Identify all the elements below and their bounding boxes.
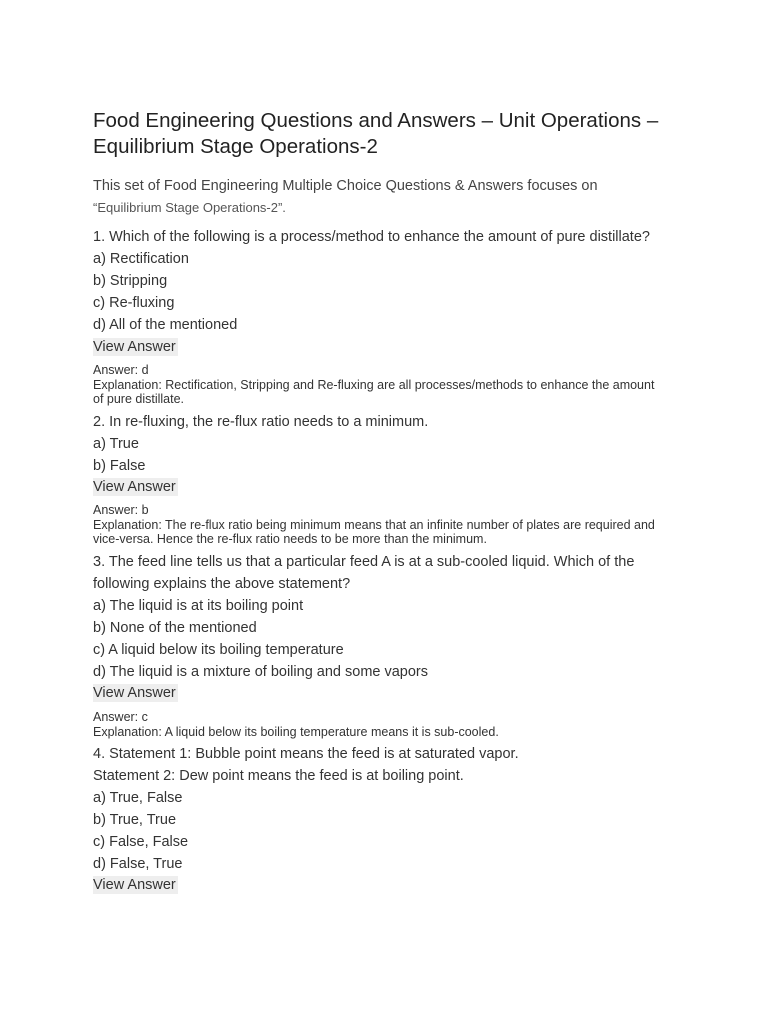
- question-4-option-a: a) True, False: [93, 790, 183, 806]
- question-1-text: 1. Which of the following is a process/method to enhance the amount of pure distillate?: [93, 229, 650, 245]
- question-3-text-line-2: following explains the above statement?: [93, 576, 351, 592]
- answer-2: Answer: b: [93, 503, 149, 517]
- page-title: Food Engineering Questions and Answers – Unit Operations – Equilibrium Stage Operations-2: [93, 109, 659, 158]
- question-3-option-b: b) None of the mentioned: [93, 620, 257, 636]
- question-3-option-c: c) A liquid below its boiling temperature: [93, 642, 344, 658]
- explanation-2: Explanation: The re-flux ratio being minimum means that an infinite number of plates are required and vice-versa. Hence the re-flux ratio needs to be more than the minimum.: [93, 517, 655, 546]
- view-answer-button-1[interactable]: View Answer: [93, 339, 176, 355]
- question-4-option-b: b) True, True: [93, 812, 177, 828]
- question-4-option-d: d) False, True: [93, 856, 183, 872]
- question-2-option-a: a) True: [93, 436, 139, 452]
- question-2-text: 2. In re-fluxing, the re-flux ratio needs to a minimum.: [93, 414, 429, 430]
- question-1-option-c: c) Re-fluxing: [93, 295, 175, 311]
- question-1-option-d: d) All of the mentioned: [93, 317, 238, 333]
- question-4-text-line-2: Statement 2: Dew point means the feed is at boiling point.: [93, 768, 464, 784]
- answer-3: Answer: c: [93, 710, 148, 724]
- answer-block-2: [93, 503, 663, 547]
- question-1-option-a: a) Rectification: [93, 251, 189, 267]
- view-answer-button-3[interactable]: View Answer: [93, 685, 176, 701]
- view-answer-button-2[interactable]: View Answer: [93, 479, 176, 495]
- question-3-option-a: a) The liquid is at its boiling point: [93, 598, 304, 614]
- answer-block-3: [93, 710, 663, 739]
- answer-1: Answer: d: [93, 363, 149, 377]
- question-3-option-d: d) The liquid is a mixture of boiling and some vapors: [93, 664, 429, 680]
- answer-block-1: [93, 363, 663, 407]
- intro-topic: “Equilibrium Stage Operations-2”.: [93, 200, 286, 215]
- question-4-text-line-1: 4. Statement 1: Bubble point means the feed is at saturated vapor.: [93, 746, 519, 762]
- explanation-3: Explanation: A liquid below its boiling temperature means it is sub-cooled.: [93, 724, 499, 739]
- question-1-option-b: b) Stripping: [93, 273, 168, 289]
- question-4-option-c: c) False, False: [93, 834, 189, 850]
- intro-text: This set of Food Engineering Multiple Choice Questions & Answers focuses on: [93, 178, 598, 194]
- question-2-option-b: b) False: [93, 458, 146, 474]
- view-answer-button-4[interactable]: View Answer: [93, 877, 176, 893]
- explanation-1: Explanation: Rectification, Stripping and Re-fluxing are all processes/methods to enhance the amount of pure distillate.: [93, 377, 655, 406]
- question-3-text-line-1: 3. The feed line tells us that a particular feed A is at a sub-cooled liquid. Which of the: [93, 554, 635, 570]
- intro-paragraph: [93, 175, 693, 219]
